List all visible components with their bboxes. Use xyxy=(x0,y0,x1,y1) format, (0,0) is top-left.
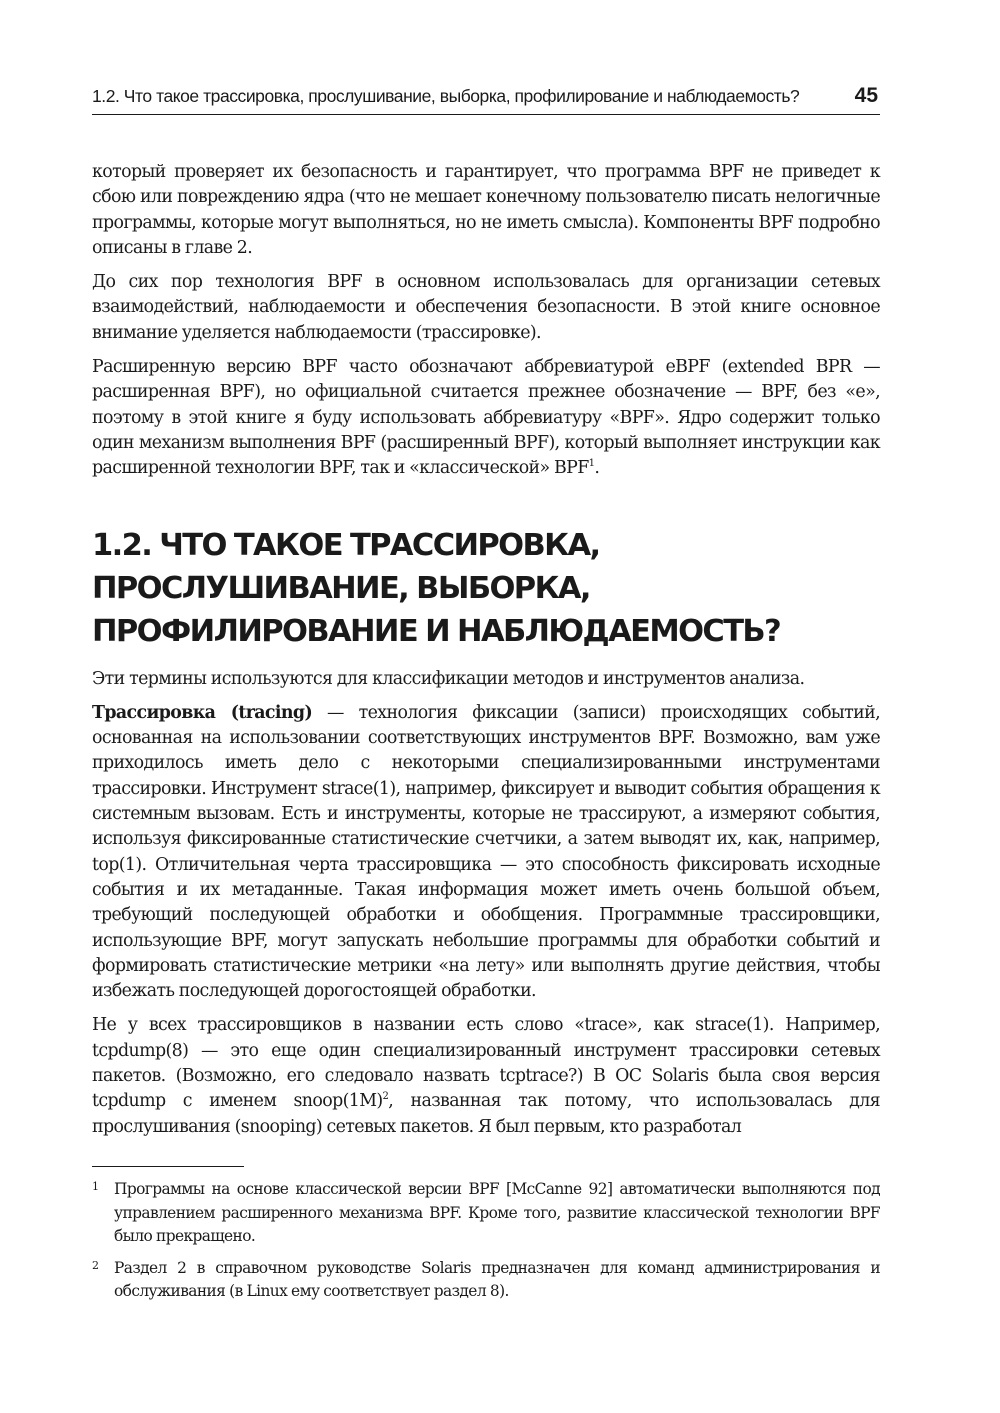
footnote-ref-2[interactable]: 2 xyxy=(382,1091,389,1103)
paragraph-bpf-verifier: который проверяет их безопасность и гарантирует, что программа BPF не приведет к сбою или повреждению ядра (что не мешает конечному пользователю писать нелогичные программы, которые могут выполняться, но не иметь смысла). Компоненты BPF подробно описаны в главе 2. xyxy=(92,162,880,258)
paragraph-ebpf-end: . xyxy=(594,458,600,479)
paragraph-section-lead: Эти термины используются для классификации методов и инструментов анализа. xyxy=(92,668,805,689)
footnote-2 xyxy=(92,1257,880,1304)
paragraph-tcpdump-text-1: Не у всех трассировщиков в названии есть слово «trace», как strace(1). Например, tcpdump(8) — это еще один специализированный инструмент трассировки сетевых пакетов. (Возможно, его следовало назвать tcptrace?) В ОС Solaris была своя версия tcpdump с именем snoop(1M) xyxy=(92,1015,880,1112)
footnote-mark-2: 2 xyxy=(92,1258,99,1272)
paragraph-tcpdump xyxy=(92,1013,880,1139)
paragraph-tcpdump-text-2: , названная так потому, что использовалась для прослушивания (snooping) сетевых пакетов. Я был первым, кто разработал xyxy=(92,1091,880,1137)
footnote-text-2: Раздел 2 в справочном руководстве Solaris предназначен для команд администрирования и обслуживания (в Linux ему соответствует раздел 8). xyxy=(114,1258,880,1300)
running-title: 1.2. Что такое трассировка, прослушивание, выборка, профилирование и наблюдаемость? xyxy=(92,86,800,106)
footnotes xyxy=(92,1178,880,1312)
paragraph-tracing xyxy=(92,701,880,1005)
page-number: 45 xyxy=(854,84,878,107)
footnote-mark-1: 1 xyxy=(92,1180,99,1193)
paragraph-tracing-text: — технология фиксации (записи) происходящих событий, основанная на использовании соответствующих инструментов BPF. Возможно, вам уже приходилось иметь дело с некоторыми специализированными инструментами трассировки. Инструмент strace(1), например, фиксирует и выводит события обращения к системным вызовам. Есть и инструменты, которые не трассируют, а измеряют события, используя фиксированные статистические счетчики, а затем выводят их, как, например, top(1). Отличительная черта трассировщика — это способность фиксировать исходные события и их метаданные. Такая информация может иметь очень большой объем, требующий последующей обработки и обобщения. Программные трассировщики, использующие BPF, могут запускать небольшие программы для обработки событий и формировать статистические метрики «на лету» или выполнять другие действия, чтобы избежать последующей дорогостоящей обработки. xyxy=(92,702,880,1002)
paragraph-bpf-uses: До сих пор технология BPF в основном использовалась для организации сетевых взаимодействий, наблюдаемости и обеспечения безопасности. В этой книге основное внимание уделяется наблюдаемости (трассировке). xyxy=(92,272,880,343)
term-tracing: Трассировка (tracing) xyxy=(92,702,313,723)
paragraph-ebpf-text: Расширенную версию BPF часто обозначают аббревиатурой eBPF (extended BPR — расширенная BPF), но официальной считается прежнее обозначение — BPF, без «e», поэтому в этой книге я буду использовать аббревиатуру «BPF». Ядро содержит только один механизм выполнения BPF (расширенный BPF), который выполняет инструкции как расширенной технологии BPF, так и «классической» BPF xyxy=(92,357,880,479)
section-heading: 1.2. ЧТО ТАКОЕ ТРАССИРОВКА, ПРОСЛУШИВАНИЕ, ВЫБОРКА, ПРОФИЛИРОВАНИЕ И НАБЛЮДАЕМОСТЬ? xyxy=(92,527,781,649)
paragraph-ebpf-naming xyxy=(92,355,880,481)
page-body xyxy=(92,160,880,1140)
footnote-1 xyxy=(92,1178,880,1249)
footnote-text-1: Программы на основе классической версии BPF [McCanne 92] автоматически выполняются под управлением расширенного механизма BPF. Кроме того, развитие классической технологии BPF было прекращено. xyxy=(114,1180,880,1245)
footnote-divider xyxy=(92,1166,244,1167)
footnote-ref-1[interactable]: 1 xyxy=(588,458,595,470)
running-head xyxy=(92,84,880,115)
